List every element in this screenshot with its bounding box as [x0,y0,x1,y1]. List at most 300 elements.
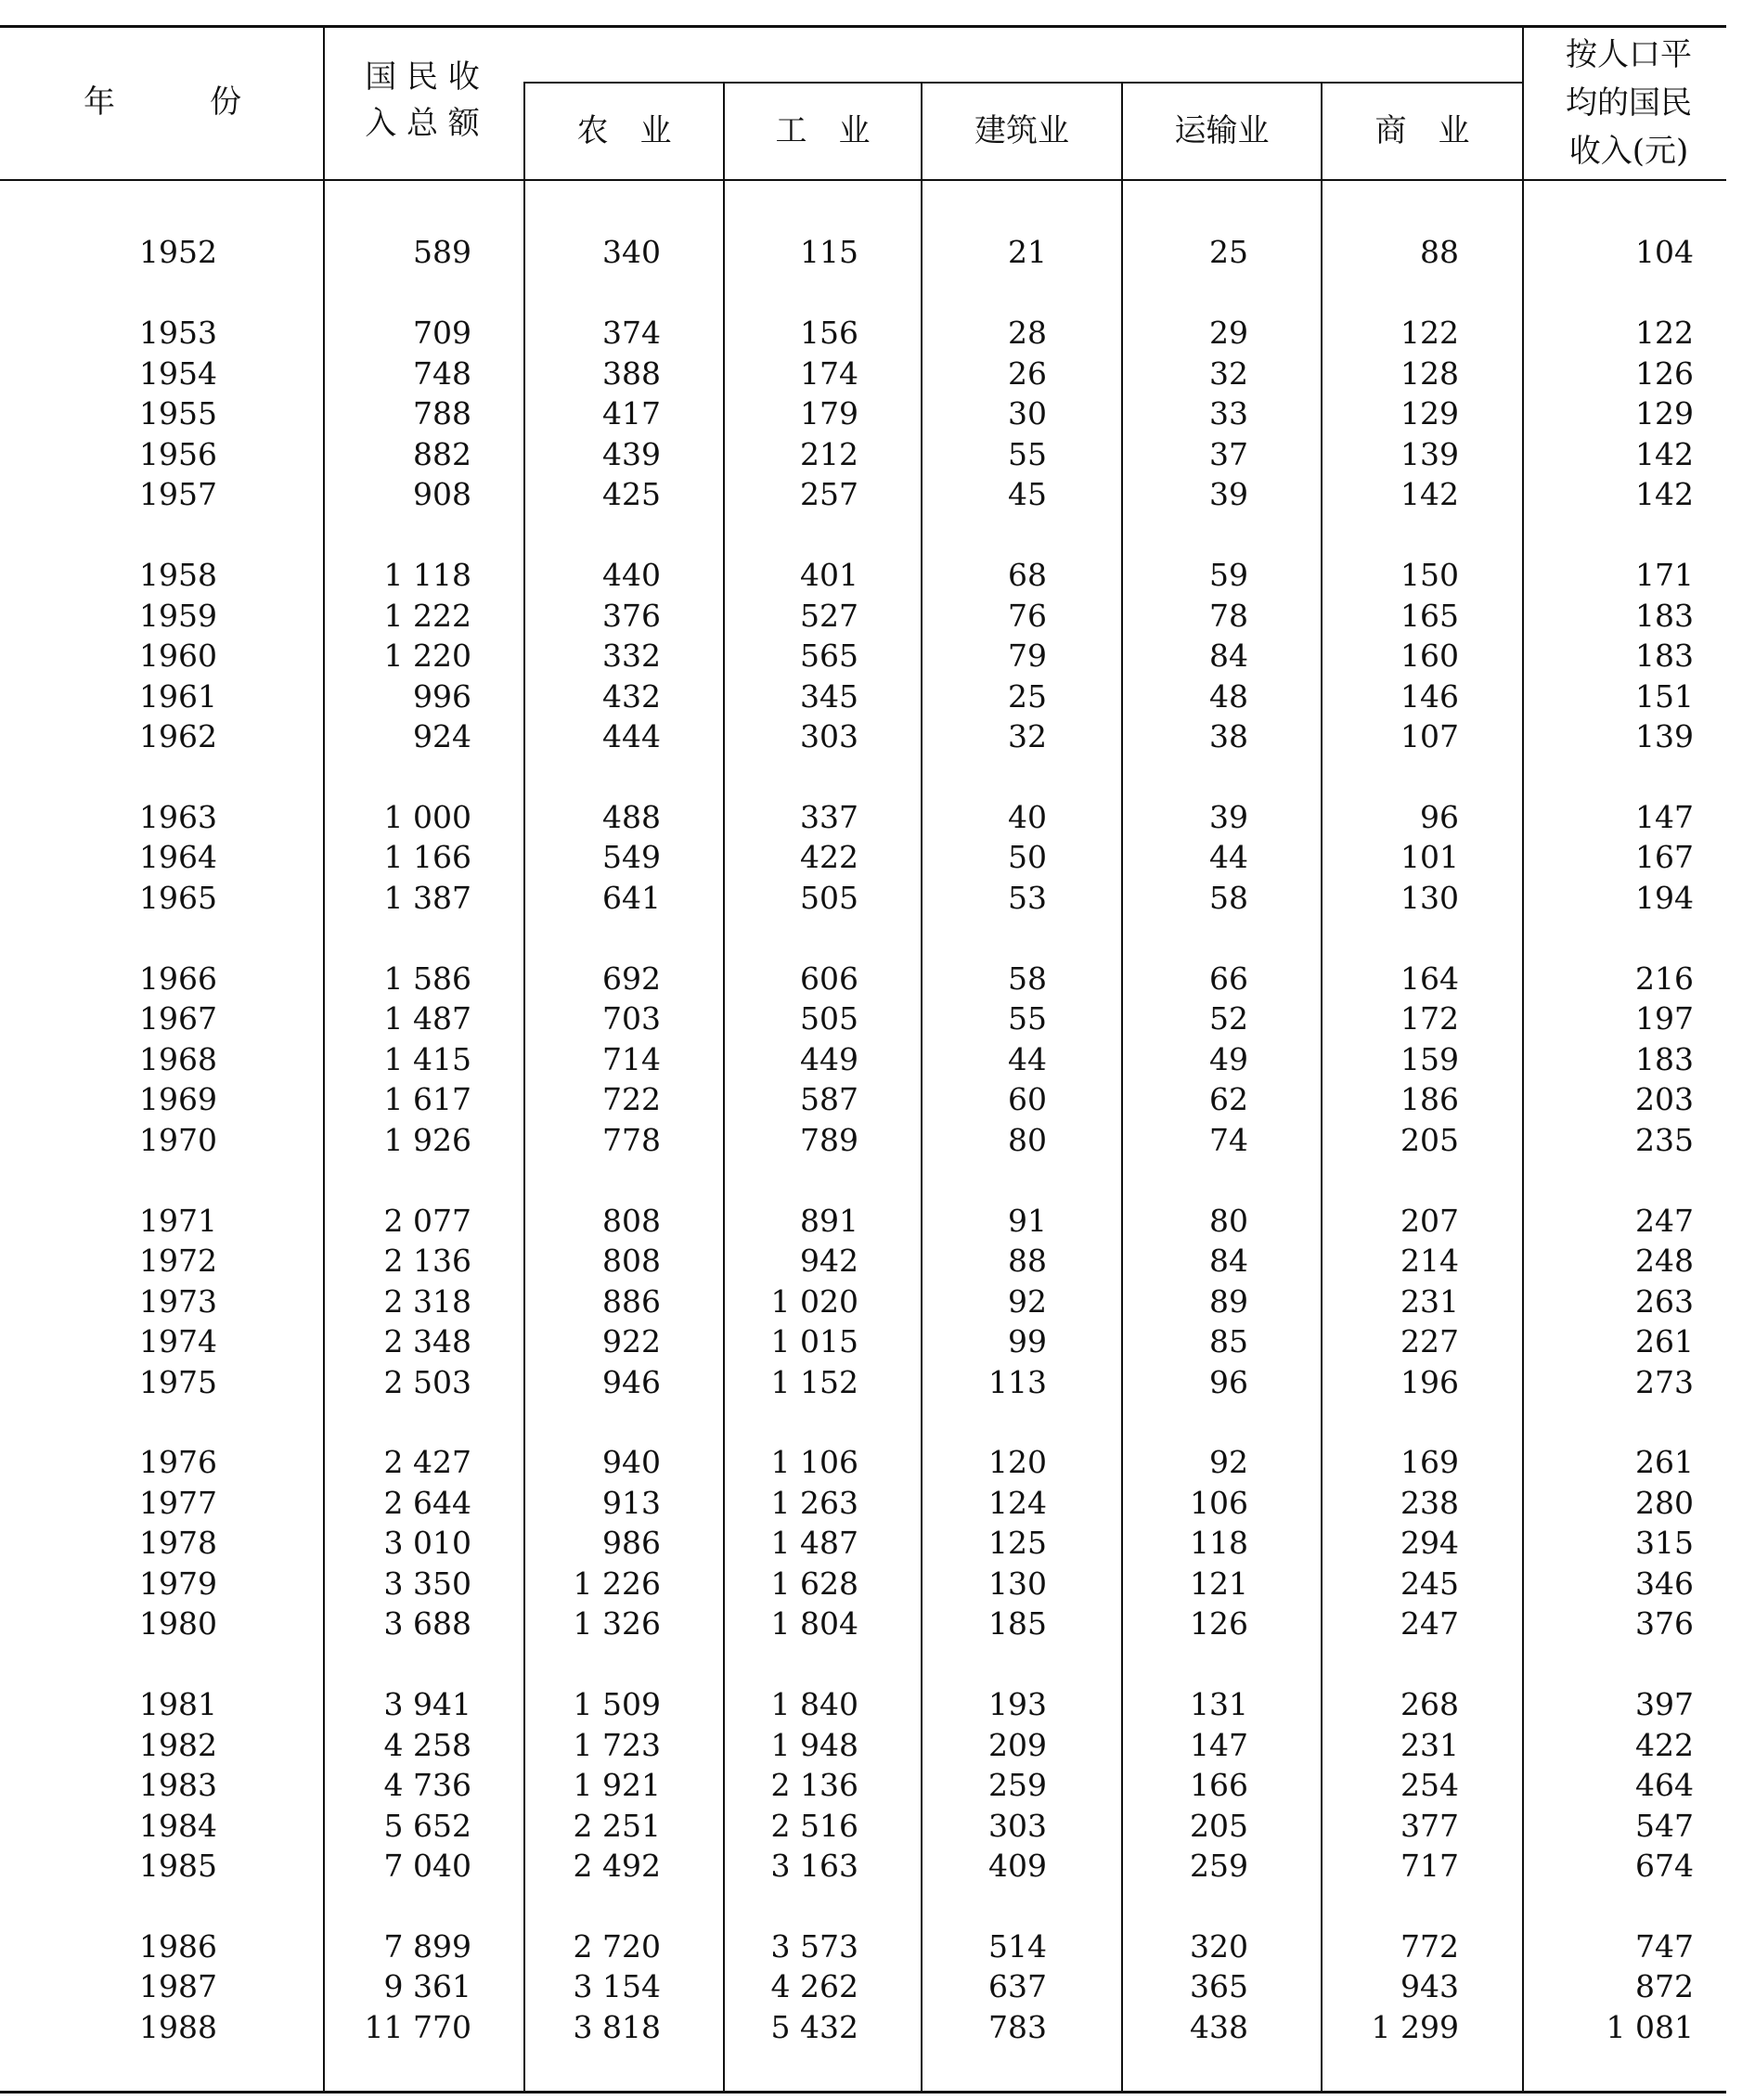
header-total-line1: 国 民 收 [365,58,480,96]
cell-year: 1976 [139,1444,217,1480]
cell-per-capita: 183 [1635,598,1694,634]
cell-per-capita: 1 081 [1606,2009,1694,2045]
cell-total-income: 3 941 [383,1686,471,1722]
cell-total-income: 748 [413,355,471,392]
header-agriculture: 农 业 [576,112,672,149]
cell-construction: 113 [988,1364,1047,1400]
cell-commerce: 101 [1400,839,1459,875]
cell-agriculture: 2 720 [573,1928,661,1965]
cell-year: 1978 [139,1525,217,1561]
cell-transport: 205 [1190,1808,1248,1844]
cell-industry: 156 [800,315,858,351]
cell-agriculture: 417 [602,395,661,432]
cell-total-income: 4 258 [383,1727,471,1763]
cell-year: 1972 [139,1243,217,1279]
cell-agriculture: 886 [602,1283,661,1320]
cell-industry: 1 152 [770,1364,858,1400]
cell-agriculture: 778 [602,1122,661,1158]
cell-transport: 84 [1209,1243,1248,1279]
cell-year: 1981 [139,1686,217,1722]
cell-agriculture: 922 [602,1323,661,1359]
cell-agriculture: 2 492 [573,1848,661,1884]
cell-transport: 166 [1190,1767,1248,1803]
cell-agriculture: 641 [602,880,661,916]
cell-total-income: 1 118 [383,557,471,593]
cell-per-capita: 139 [1635,718,1694,754]
cell-construction: 637 [988,1968,1047,2004]
cell-industry: 179 [800,395,858,432]
cell-year: 1959 [139,598,217,634]
cell-total-income: 908 [413,476,471,512]
cell-commerce: 128 [1400,355,1459,392]
cell-total-income: 882 [413,436,471,472]
cell-per-capita: 147 [1635,799,1694,835]
cell-commerce: 231 [1400,1727,1459,1763]
cell-total-income: 9 361 [383,1968,471,2004]
cell-per-capita: 142 [1635,476,1694,512]
header-industry: 工 业 [775,112,871,149]
cell-agriculture: 2 251 [573,1808,661,1844]
cell-year: 1958 [139,557,217,593]
cell-transport: 131 [1190,1686,1248,1722]
cell-per-capita: 167 [1635,839,1694,875]
cell-construction: 79 [1008,638,1047,674]
cell-industry: 4 262 [770,1968,858,2004]
cell-total-income: 1 166 [383,839,471,875]
cell-per-capita: 547 [1635,1808,1694,1844]
cell-transport: 32 [1209,355,1248,392]
cell-total-income: 3 688 [383,1605,471,1642]
cell-agriculture: 692 [602,960,661,997]
cell-commerce: 150 [1400,557,1459,593]
cell-per-capita: 261 [1635,1323,1694,1359]
cell-per-capita: 183 [1635,1041,1694,1077]
cell-agriculture: 376 [602,598,661,634]
cell-total-income: 3 010 [383,1525,471,1561]
cell-year: 1969 [139,1081,217,1117]
header-construction: 建筑业 [974,112,1069,149]
cell-year: 1987 [139,1968,217,2004]
cell-transport: 80 [1209,1203,1248,1239]
cell-industry: 212 [800,436,858,472]
cell-agriculture: 440 [602,557,661,593]
cell-year: 1973 [139,1283,217,1320]
cell-total-income: 2 318 [383,1283,471,1320]
cell-total-income: 2 136 [383,1243,471,1279]
cell-construction: 259 [988,1767,1047,1803]
cell-transport: 59 [1209,557,1248,593]
cell-construction: 185 [988,1605,1047,1642]
cell-agriculture: 1 326 [573,1605,661,1642]
cell-transport: 37 [1209,436,1248,472]
cell-construction: 58 [1008,960,1047,997]
cell-construction: 80 [1008,1122,1047,1158]
cell-construction: 45 [1008,476,1047,512]
cell-commerce: 196 [1400,1364,1459,1400]
cell-total-income: 589 [413,234,471,270]
cell-per-capita: 122 [1635,315,1694,351]
cell-per-capita: 171 [1635,557,1694,593]
cell-commerce: 231 [1400,1283,1459,1320]
cell-total-income: 1 487 [383,1000,471,1037]
cell-construction: 125 [988,1525,1047,1561]
cell-year: 1957 [139,476,217,512]
cell-agriculture: 332 [602,638,661,674]
cell-construction: 55 [1008,1000,1047,1037]
cell-commerce: 130 [1400,880,1459,916]
header-bottom-rule [0,179,1726,181]
cell-commerce: 159 [1400,1041,1459,1077]
cell-total-income: 1 222 [383,598,471,634]
header-per-capita-line2: 均的国民 [1566,84,1692,122]
cell-agriculture: 1 226 [573,1565,661,1602]
cell-transport: 106 [1190,1485,1248,1521]
cell-transport: 365 [1190,1968,1248,2004]
cell-commerce: 943 [1400,1968,1459,2004]
cell-agriculture: 913 [602,1485,661,1521]
cell-transport: 121 [1190,1565,1248,1602]
cell-commerce: 247 [1400,1605,1459,1642]
cell-construction: 303 [988,1808,1047,1844]
cell-agriculture: 3 154 [573,1968,661,2004]
cell-commerce: 96 [1420,799,1459,835]
cell-year: 1955 [139,395,217,432]
header-per-capita-line1: 按人口平 [1566,36,1692,73]
cell-per-capita: 216 [1635,960,1694,997]
cell-per-capita: 872 [1635,1968,1694,2004]
cell-transport: 259 [1190,1848,1248,1884]
cell-industry: 174 [800,355,858,392]
cell-agriculture: 432 [602,678,661,715]
cell-commerce: 205 [1400,1122,1459,1158]
cell-total-income: 1 415 [383,1041,471,1077]
cell-construction: 40 [1008,799,1047,835]
cell-year: 1952 [139,234,217,270]
cell-construction: 25 [1008,678,1047,715]
cell-industry: 2 516 [770,1808,858,1844]
cell-agriculture: 340 [602,234,661,270]
cell-construction: 514 [988,1928,1047,1965]
cell-agriculture: 488 [602,799,661,835]
cell-construction: 60 [1008,1081,1047,1117]
cell-construction: 130 [988,1565,1047,1602]
cell-per-capita: 397 [1635,1686,1694,1722]
cell-year: 1964 [139,839,217,875]
cell-industry: 527 [800,598,858,634]
cell-total-income: 3 350 [383,1565,471,1602]
cell-per-capita: 183 [1635,638,1694,674]
cell-transport: 25 [1209,234,1248,270]
cell-industry: 505 [800,880,858,916]
cell-transport: 92 [1209,1444,1248,1480]
cell-construction: 409 [988,1848,1047,1884]
cell-per-capita: 129 [1635,395,1694,432]
cell-total-income: 2 503 [383,1364,471,1400]
cell-total-income: 996 [413,678,471,715]
cell-agriculture: 1 723 [573,1727,661,1763]
bottom-rule [0,2091,1726,2094]
cell-agriculture: 388 [602,355,661,392]
cell-industry: 3 573 [770,1928,858,1965]
cell-agriculture: 722 [602,1081,661,1117]
cell-industry: 505 [800,1000,858,1037]
cell-industry: 1 106 [770,1444,858,1480]
cell-commerce: 268 [1400,1686,1459,1722]
cell-agriculture: 549 [602,839,661,875]
cell-construction: 32 [1008,718,1047,754]
cell-per-capita: 464 [1635,1767,1694,1803]
cell-agriculture: 3 818 [573,2009,661,2045]
cell-construction: 783 [988,2009,1047,2045]
cell-agriculture: 940 [602,1444,661,1480]
cell-per-capita: 194 [1635,880,1694,916]
cell-commerce: 169 [1400,1444,1459,1480]
cell-total-income: 7 040 [383,1848,471,1884]
cell-commerce: 164 [1400,960,1459,997]
cell-total-income: 1 617 [383,1081,471,1117]
cell-transport: 44 [1209,839,1248,875]
cell-year: 1979 [139,1565,217,1602]
cell-year: 1971 [139,1203,217,1239]
cell-agriculture: 703 [602,1000,661,1037]
cell-year: 1961 [139,678,217,715]
cell-commerce: 238 [1400,1485,1459,1521]
cell-year: 1984 [139,1808,217,1844]
cell-commerce: 142 [1400,476,1459,512]
cell-per-capita: 248 [1635,1243,1694,1279]
cell-commerce: 146 [1400,678,1459,715]
cell-transport: 58 [1209,880,1248,916]
cell-year: 1967 [139,1000,217,1037]
cell-per-capita: 261 [1635,1444,1694,1480]
cell-commerce: 207 [1400,1203,1459,1239]
cell-agriculture: 1 921 [573,1767,661,1803]
cell-total-income: 1 000 [383,799,471,835]
cell-per-capita: 104 [1635,234,1694,270]
cell-commerce: 245 [1400,1565,1459,1602]
cell-year: 1962 [139,718,217,754]
cell-per-capita: 422 [1635,1727,1694,1763]
cell-total-income: 2 427 [383,1444,471,1480]
cell-year: 1968 [139,1041,217,1077]
cell-industry: 1 020 [770,1283,858,1320]
header-transport: 运输业 [1174,112,1270,149]
cell-year: 1980 [139,1605,217,1642]
cell-transport: 66 [1209,960,1248,997]
cell-year: 1953 [139,315,217,351]
header-year: 年 份 [84,84,241,121]
top-rule [0,25,1726,28]
cell-commerce: 772 [1400,1928,1459,1965]
cell-construction: 91 [1008,1203,1047,1239]
cell-transport: 39 [1209,799,1248,835]
cell-total-income: 5 652 [383,1808,471,1844]
cell-per-capita: 203 [1635,1081,1694,1117]
cell-industry: 337 [800,799,858,835]
cell-agriculture: 374 [602,315,661,351]
cell-construction: 76 [1008,598,1047,634]
cell-agriculture: 439 [602,436,661,472]
cell-year: 1954 [139,355,217,392]
cell-commerce: 1 299 [1371,2009,1459,2045]
cell-year: 1965 [139,880,217,916]
cell-total-income: 7 899 [383,1928,471,1965]
cell-construction: 120 [988,1444,1047,1480]
cell-construction: 92 [1008,1283,1047,1320]
cell-commerce: 165 [1400,598,1459,634]
cell-industry: 5 432 [770,2009,858,2045]
cell-per-capita: 151 [1635,678,1694,715]
cell-industry: 401 [800,557,858,593]
cell-total-income: 1 586 [383,960,471,997]
cell-agriculture: 986 [602,1525,661,1561]
header-commerce: 商 业 [1374,112,1470,149]
cell-year: 1983 [139,1767,217,1803]
cell-per-capita: 674 [1635,1848,1694,1884]
cell-total-income: 11 770 [364,2009,471,2045]
cell-transport: 96 [1209,1364,1248,1400]
cell-industry: 257 [800,476,858,512]
cell-construction: 193 [988,1686,1047,1722]
cell-year: 1963 [139,799,217,835]
header-per-capita-line3: 收入(元) [1568,133,1689,170]
cell-construction: 44 [1008,1041,1047,1077]
cell-industry: 422 [800,839,858,875]
cell-commerce: 254 [1400,1767,1459,1803]
cell-per-capita: 126 [1635,355,1694,392]
cell-agriculture: 714 [602,1041,661,1077]
cell-year: 1986 [139,1928,217,1965]
cell-agriculture: 946 [602,1364,661,1400]
cell-industry: 606 [800,960,858,997]
cell-transport: 74 [1209,1122,1248,1158]
cell-construction: 124 [988,1485,1047,1521]
cell-commerce: 139 [1400,436,1459,472]
cell-total-income: 1 926 [383,1122,471,1158]
cell-total-income: 1 220 [383,638,471,674]
cell-construction: 50 [1008,839,1047,875]
cell-year: 1975 [139,1364,217,1400]
cell-construction: 30 [1008,395,1047,432]
cell-year: 1988 [139,2009,217,2045]
cell-construction: 88 [1008,1243,1047,1279]
cell-commerce: 717 [1400,1848,1459,1884]
cell-agriculture: 425 [602,476,661,512]
cell-commerce: 186 [1400,1081,1459,1117]
cell-year: 1982 [139,1727,217,1763]
cell-transport: 126 [1190,1605,1248,1642]
cell-industry: 565 [800,638,858,674]
cell-total-income: 788 [413,395,471,432]
cell-industry: 789 [800,1122,858,1158]
cell-transport: 39 [1209,476,1248,512]
cell-agriculture: 444 [602,718,661,754]
cell-transport: 438 [1190,2009,1248,2045]
cell-year: 1974 [139,1323,217,1359]
cell-per-capita: 235 [1635,1122,1694,1158]
cell-year: 1977 [139,1485,217,1521]
cell-per-capita: 273 [1635,1364,1694,1400]
cell-year: 1970 [139,1122,217,1158]
cell-construction: 26 [1008,355,1047,392]
cell-commerce: 227 [1400,1323,1459,1359]
cell-per-capita: 247 [1635,1203,1694,1239]
cell-industry: 587 [800,1081,858,1117]
cell-industry: 891 [800,1203,858,1239]
cell-transport: 85 [1209,1323,1248,1359]
cell-industry: 3 163 [770,1848,858,1884]
cell-agriculture: 1 509 [573,1686,661,1722]
cell-construction: 28 [1008,315,1047,351]
cell-industry: 942 [800,1243,858,1279]
cell-construction: 68 [1008,557,1047,593]
cell-industry: 1 948 [770,1727,858,1763]
cell-transport: 33 [1209,395,1248,432]
cell-year: 1966 [139,960,217,997]
cell-transport: 38 [1209,718,1248,754]
cell-total-income: 709 [413,315,471,351]
cell-year: 1956 [139,436,217,472]
cell-transport: 62 [1209,1081,1248,1117]
cell-per-capita: 142 [1635,436,1694,472]
cell-per-capita: 346 [1635,1565,1694,1602]
cell-industry: 1 804 [770,1605,858,1642]
cell-construction: 53 [1008,880,1047,916]
cell-transport: 84 [1209,638,1248,674]
cell-transport: 118 [1190,1525,1248,1561]
cell-commerce: 377 [1400,1808,1459,1844]
cell-construction: 209 [988,1727,1047,1763]
cell-construction: 99 [1008,1323,1047,1359]
cell-industry: 2 136 [770,1767,858,1803]
cell-industry: 1 840 [770,1686,858,1722]
cell-total-income: 4 736 [383,1767,471,1803]
cell-industry: 1 263 [770,1485,858,1521]
cell-transport: 48 [1209,678,1248,715]
cell-per-capita: 747 [1635,1928,1694,1965]
cell-transport: 49 [1209,1041,1248,1077]
cell-per-capita: 280 [1635,1485,1694,1521]
cell-total-income: 2 348 [383,1323,471,1359]
cell-transport: 78 [1209,598,1248,634]
cell-agriculture: 808 [602,1203,661,1239]
cell-transport: 147 [1190,1727,1248,1763]
cell-per-capita: 263 [1635,1283,1694,1320]
cell-commerce: 294 [1400,1525,1459,1561]
cell-total-income: 1 387 [383,880,471,916]
cell-total-income: 2 077 [383,1203,471,1239]
cell-total-income: 2 644 [383,1485,471,1521]
cell-per-capita: 376 [1635,1605,1694,1642]
cell-commerce: 129 [1400,395,1459,432]
cell-construction: 21 [1008,234,1047,270]
cell-agriculture: 808 [602,1243,661,1279]
cell-total-income: 924 [413,718,471,754]
cell-transport: 320 [1190,1928,1248,1965]
header-total-line2: 入 总 额 [365,105,480,142]
cell-commerce: 107 [1400,718,1459,754]
cell-commerce: 160 [1400,638,1459,674]
cell-transport: 29 [1209,315,1248,351]
cell-commerce: 122 [1400,315,1459,351]
cell-industry: 345 [800,678,858,715]
cell-commerce: 88 [1420,234,1459,270]
cell-industry: 449 [800,1041,858,1077]
cell-commerce: 172 [1400,1000,1459,1037]
cell-industry: 1 628 [770,1565,858,1602]
subheader-rule [525,82,1524,84]
cell-industry: 1 015 [770,1323,858,1359]
